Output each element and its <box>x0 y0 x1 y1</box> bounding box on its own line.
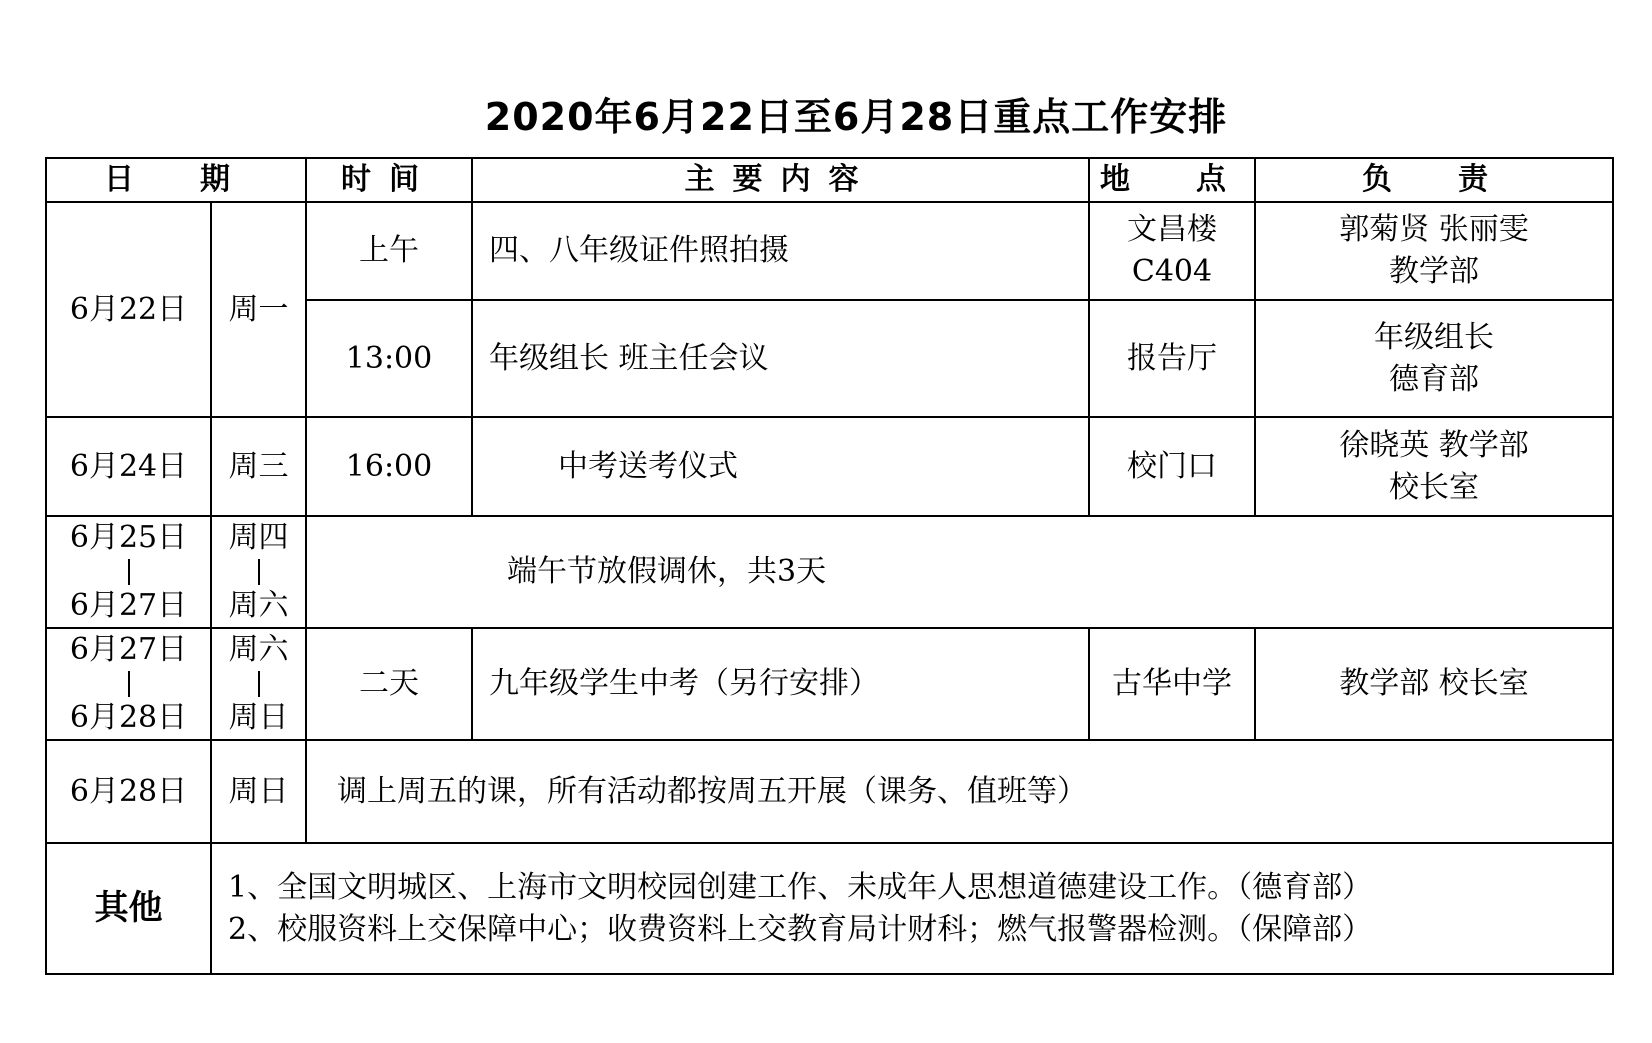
time-cell: 16:00 <box>306 417 472 516</box>
weekday-from: 周六 <box>228 632 289 667</box>
other-line: 1、全国文明城区、上海市文明校园创建工作、未成年人思想道德建设工作。（德育部） <box>228 869 1373 905</box>
other-row <box>46 843 1613 974</box>
time-cell: 13:00 <box>306 300 472 417</box>
content-cell: 端午节放假调休，共3天 <box>306 516 1613 628</box>
date-from: 6月27日 <box>69 632 188 667</box>
weekday-cell: 周日 <box>211 740 306 843</box>
content-cell: 年级组长 班主任会议 <box>472 300 1089 417</box>
owner-cell: 教学部 校长室 <box>1255 628 1613 740</box>
range-bar <box>128 671 130 697</box>
owner-cell <box>1255 300 1613 417</box>
place-cell: 古华中学 <box>1089 628 1255 740</box>
other-label: 其他 <box>46 843 211 974</box>
header-time: 时间 <box>306 158 472 202</box>
header-place: 地 点 <box>1089 158 1255 202</box>
owner-line: 校长室 <box>1389 469 1479 505</box>
weekday-range-cell <box>211 516 306 628</box>
date-to: 6月28日 <box>69 700 188 735</box>
place-cell: 校门口 <box>1089 417 1255 516</box>
date-to: 6月27日 <box>69 588 188 623</box>
weekday-to: 周六 <box>228 588 289 623</box>
date-from: 6月25日 <box>69 520 188 555</box>
owner-line: 德育部 <box>1389 361 1479 397</box>
date-cell: 6月22日 <box>46 202 211 417</box>
table-row <box>46 417 1613 516</box>
range-bar <box>258 671 260 697</box>
owner-line: 郭菊贤 张丽雯 <box>1339 212 1529 247</box>
weekday-cell: 周一 <box>211 202 306 417</box>
owner-line: 徐晓英 教学部 <box>1339 427 1529 463</box>
table-row <box>46 628 1613 740</box>
content-cell: 九年级学生中考（另行安排） <box>472 628 1089 740</box>
place-line: 文昌楼 <box>1127 212 1217 247</box>
date-cell: 6月24日 <box>46 417 211 516</box>
table-row <box>46 202 1613 300</box>
time-cell: 上午 <box>306 202 472 300</box>
header-date: 日 期 <box>46 158 306 202</box>
content-cell: 中考送考仪式 <box>472 417 1089 516</box>
owner-cell <box>1255 417 1613 516</box>
weekday-from: 周四 <box>228 520 289 555</box>
place-cell <box>1089 202 1255 300</box>
other-line: 2、校服资料上交保障中心；收费资料上交教育局计财科；燃气报警器检测。（保障部） <box>228 911 1373 947</box>
owner-cell <box>1255 202 1613 300</box>
schedule-table <box>45 157 1614 975</box>
page-title: 2020年6月22日至6月28日重点工作安排 <box>484 95 1228 139</box>
other-content <box>211 843 1613 974</box>
owner-line: 年级组长 <box>1374 319 1494 355</box>
range-bar <box>128 559 130 585</box>
header-row <box>46 158 1613 202</box>
content-cell: 四、八年级证件照拍摄 <box>472 202 1089 300</box>
range-bar <box>258 559 260 585</box>
date-cell: 6月28日 <box>46 740 211 843</box>
place-line: C404 <box>1131 254 1213 289</box>
weekday-cell: 周三 <box>211 417 306 516</box>
header-content: 主要内容 <box>472 158 1089 202</box>
header-owner: 负 责 <box>1255 158 1613 202</box>
place-cell: 报告厅 <box>1089 300 1255 417</box>
table-row <box>46 740 1613 843</box>
weekday-range-cell <box>211 628 306 740</box>
content-cell: 调上周五的课，所有活动都按周五开展（课务、值班等） <box>306 740 1613 843</box>
weekday-to: 周日 <box>228 700 289 735</box>
time-cell: 二天 <box>306 628 472 740</box>
table-row <box>46 516 1613 628</box>
owner-line: 教学部 <box>1389 254 1479 289</box>
date-range-cell <box>46 628 211 740</box>
date-range-cell <box>46 516 211 628</box>
